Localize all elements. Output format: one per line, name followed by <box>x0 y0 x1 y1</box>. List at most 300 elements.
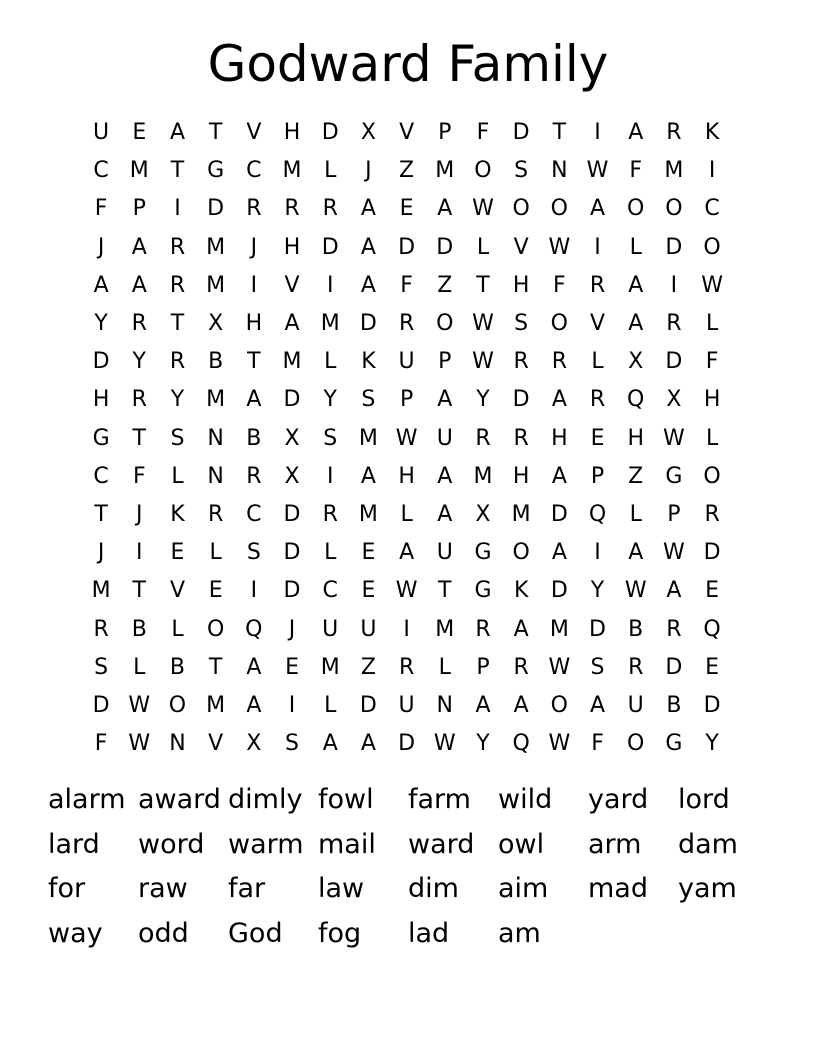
grid-letter: L <box>438 654 451 680</box>
word-list-item: warm <box>228 828 304 860</box>
grid-letter: C <box>246 501 262 527</box>
grid-letter: K <box>513 578 529 604</box>
grid-letter: Y <box>170 387 185 413</box>
grid-letter: V <box>590 311 606 337</box>
grid-letter: O <box>206 616 225 642</box>
grid-letter: X <box>208 311 224 337</box>
grid-letter: A <box>93 272 109 298</box>
grid-letter: C <box>93 158 109 184</box>
grid-letter: O <box>512 540 530 566</box>
grid-letter: O <box>703 234 721 260</box>
grid-letter: I <box>708 158 716 184</box>
grid-letter: D <box>359 311 377 337</box>
grid-letter: X <box>284 425 300 451</box>
grid-letter: B <box>131 616 147 642</box>
puzzle-title: Godward Family <box>207 35 609 93</box>
grid-letter: I <box>326 463 334 489</box>
grid-letter: V <box>399 120 415 146</box>
grid-letter: I <box>594 120 601 146</box>
grid-letter: R <box>398 654 415 680</box>
grid-letter: F <box>705 349 719 375</box>
grid-letter: D <box>321 234 339 260</box>
grid-letter: M <box>282 158 302 184</box>
grid-letter: G <box>207 158 225 184</box>
grid-letter: M <box>206 234 226 260</box>
grid-letter: A <box>399 540 415 566</box>
grid-letter: C <box>704 196 720 222</box>
grid-letter: M <box>358 501 378 527</box>
grid-letter: G <box>665 731 683 757</box>
word-list-item: dam <box>678 828 738 860</box>
word-list-item: word <box>138 828 205 860</box>
grid-letter: A <box>246 654 262 680</box>
grid-letter: Q <box>245 616 263 642</box>
grid-row <box>82 496 734 534</box>
grid-row <box>82 649 734 687</box>
grid-letter: L <box>171 616 184 642</box>
grid-letter: F <box>629 158 643 184</box>
grid-letter: A <box>360 272 376 298</box>
grid-row <box>82 420 734 458</box>
grid-letter: I <box>250 578 258 604</box>
word-list-item: way <box>48 917 103 949</box>
grid-letter: E <box>705 578 720 604</box>
grid-letter: E <box>208 578 223 604</box>
grid-letter: M <box>320 311 340 337</box>
grid-letter: U <box>436 425 453 451</box>
grid-row <box>82 534 734 572</box>
grid-letter: N <box>436 692 454 718</box>
grid-row <box>82 267 734 305</box>
grid-letter: A <box>513 692 529 718</box>
grid-letter: X <box>666 387 682 413</box>
grid-letter: W <box>128 731 151 757</box>
grid-letter: H <box>512 272 530 298</box>
grid-letter: B <box>208 349 224 375</box>
grid-letter: O <box>550 692 568 718</box>
grid-letter: S <box>590 654 605 680</box>
grid-letter: L <box>171 463 184 489</box>
grid-letter: W <box>548 234 571 260</box>
grid-row <box>82 725 734 763</box>
grid-letter: Z <box>437 272 453 298</box>
grid-letter: D <box>665 234 683 260</box>
grid-letter: X <box>246 731 262 757</box>
grid-letter: G <box>474 578 492 604</box>
word-list-item: law <box>318 873 365 904</box>
grid-letter: N <box>551 158 568 184</box>
grid-letter: F <box>94 731 108 757</box>
grid-letter: L <box>324 692 337 718</box>
grid-letter: R <box>322 196 338 222</box>
grid-letter: Z <box>628 463 644 489</box>
grid-letter: A <box>322 731 338 757</box>
grid-letter: R <box>666 616 682 642</box>
grid-letter: H <box>398 463 415 489</box>
grid-letter: D <box>512 387 530 413</box>
grid-letter: K <box>361 349 376 375</box>
grid-letter: R <box>169 272 186 298</box>
grid-letter: I <box>326 272 334 298</box>
grid-letter: E <box>361 578 376 604</box>
grid-letter: R <box>246 463 262 489</box>
grid-letter: K <box>704 120 720 146</box>
grid-letter: S <box>514 311 529 337</box>
grid-letter: Y <box>94 311 108 337</box>
grid-letter: R <box>513 654 529 680</box>
grid-letter: D <box>92 692 110 718</box>
grid-letter: L <box>591 349 604 375</box>
grid-letter: A <box>360 731 376 757</box>
grid-letter: W <box>395 425 418 451</box>
grid-letter: A <box>437 463 453 489</box>
grid-letter: G <box>665 463 683 489</box>
grid-letter: J <box>97 234 105 260</box>
grid-letter: U <box>360 616 377 642</box>
grid-letter: S <box>514 158 529 184</box>
grid-letter: V <box>246 120 262 146</box>
grid-letter: T <box>208 654 223 680</box>
grid-letter: D <box>436 234 454 260</box>
grid-letter: O <box>627 731 645 757</box>
grid-letter: B <box>628 616 644 642</box>
letter-grid <box>82 114 734 763</box>
grid-letter: U <box>398 349 415 375</box>
grid-letter: L <box>324 540 337 566</box>
grid-letter: A <box>284 311 300 337</box>
grid-letter: R <box>666 311 682 337</box>
grid-letter: E <box>399 196 414 222</box>
grid-letter: B <box>169 654 186 680</box>
word-list-item: fowl <box>318 784 374 815</box>
grid-letter: A <box>628 272 644 298</box>
grid-letter: H <box>703 387 721 413</box>
word-list-item: aim <box>498 873 549 904</box>
grid-letter: P <box>438 120 452 146</box>
grid-letter: S <box>246 540 261 566</box>
grid-letter: R <box>169 349 186 375</box>
grid-letter: F <box>132 463 146 489</box>
grid-row <box>82 114 734 152</box>
grid-letter: S <box>94 654 109 680</box>
grid-letter: A <box>437 387 453 413</box>
word-list-item: dimly <box>228 784 303 815</box>
grid-letter: S <box>285 731 300 757</box>
grid-letter: A <box>437 501 453 527</box>
grid-letter: R <box>208 501 224 527</box>
grid-letter: A <box>131 234 147 260</box>
grid-letter: N <box>207 425 224 451</box>
grid-letter: X <box>360 120 376 146</box>
grid-letter: S <box>323 425 338 451</box>
grid-letter: M <box>129 158 149 184</box>
grid-letter: L <box>400 501 413 527</box>
grid-letter: U <box>322 616 339 642</box>
grid-letter: N <box>169 731 186 757</box>
grid-letter: W <box>586 158 609 184</box>
grid-letter: H <box>551 425 568 451</box>
grid-letter: L <box>324 158 337 184</box>
word-list-item: yard <box>588 784 649 815</box>
grid-letter: V <box>284 272 300 298</box>
grid-letter: T <box>170 158 185 184</box>
grid-letter: Q <box>512 731 530 757</box>
grid-letter: O <box>665 196 683 222</box>
grid-letter: A <box>360 234 376 260</box>
grid-letter: D <box>359 692 377 718</box>
grid-letter: W <box>548 654 571 680</box>
grid-letter: Y <box>590 578 605 604</box>
grid-letter: D <box>589 616 606 642</box>
word-list-item: mail <box>318 828 376 860</box>
grid-letter: D <box>398 234 416 260</box>
grid-row <box>82 610 734 648</box>
grid-letter: A <box>628 311 644 337</box>
grid-letter: O <box>512 196 530 222</box>
grid-letter: J <box>250 234 258 260</box>
grid-letter: D <box>398 731 416 757</box>
grid-row <box>82 687 734 725</box>
grid-letter: R <box>246 196 262 222</box>
grid-letter: D <box>283 578 301 604</box>
grid-letter: H <box>283 120 301 146</box>
word-list-item: arm <box>588 828 642 860</box>
grid-letter: R <box>398 311 415 337</box>
grid-letter: D <box>92 349 110 375</box>
grid-letter: U <box>398 692 415 718</box>
grid-letter: M <box>549 616 569 642</box>
grid-letter: Q <box>627 387 645 413</box>
grid-letter: Z <box>399 158 415 184</box>
word-list-item: far <box>228 873 266 904</box>
grid-letter: D <box>207 196 225 222</box>
word-list-item: wild <box>498 784 553 815</box>
grid-letter: L <box>133 654 146 680</box>
grid-letter: D <box>283 387 301 413</box>
grid-letter: U <box>627 692 644 718</box>
grid-letter: L <box>629 501 642 527</box>
grid-letter: P <box>399 387 414 413</box>
grid-letter: E <box>285 654 299 680</box>
grid-letter: E <box>170 540 185 566</box>
grid-letter: D <box>550 501 568 527</box>
grid-letter: D <box>512 120 530 146</box>
grid-letter: A <box>131 272 147 298</box>
grid-letter: I <box>594 540 601 566</box>
grid-letter: A <box>513 616 529 642</box>
grid-letter: A <box>666 578 682 604</box>
grid-letter: M <box>435 158 455 184</box>
grid-letter: R <box>131 387 147 413</box>
grid-letter: T <box>438 578 452 604</box>
grid-letter: Z <box>360 654 376 680</box>
grid-letter: F <box>94 196 108 222</box>
grid-letter: W <box>472 196 494 222</box>
grid-row <box>82 305 734 343</box>
grid-letter: T <box>247 349 261 375</box>
grid-letter: U <box>93 120 110 146</box>
word-list-item: God <box>228 917 283 949</box>
grid-letter: L <box>476 234 490 260</box>
grid-letter: T <box>208 120 223 146</box>
grid-letter: M <box>206 272 226 298</box>
grid-letter: L <box>324 349 337 375</box>
grid-letter: O <box>627 196 645 222</box>
grid-letter: Y <box>132 349 146 375</box>
grid-letter: I <box>174 196 181 222</box>
word-list-item: yam <box>678 873 737 904</box>
grid-letter: R <box>551 349 567 375</box>
grid-letter: W <box>433 731 456 757</box>
grid-row <box>82 458 734 496</box>
grid-letter: J <box>97 540 105 566</box>
grid-letter: Y <box>476 387 490 413</box>
grid-letter: W <box>128 692 151 718</box>
grid-letter: A <box>437 196 453 222</box>
grid-letter: R <box>704 501 720 527</box>
grid-letter: G <box>474 540 492 566</box>
grid-letter: A <box>246 692 262 718</box>
grid-letter: R <box>666 120 682 146</box>
grid-letter: F <box>476 120 490 146</box>
grid-letter: D <box>283 540 301 566</box>
grid-letter: A <box>169 120 185 146</box>
grid-letter: A <box>628 540 644 566</box>
word-list-item: ward <box>408 828 475 860</box>
grid-letter: H <box>245 311 263 337</box>
grid-row <box>82 381 734 419</box>
grid-letter: A <box>551 387 567 413</box>
grid-letter: N <box>207 463 224 489</box>
grid-letter: E <box>132 120 147 146</box>
grid-letter: P <box>590 463 605 489</box>
grid-letter: D <box>321 120 339 146</box>
grid-letter: A <box>590 196 606 222</box>
grid-letter: O <box>168 692 187 718</box>
grid-row <box>82 572 734 610</box>
grid-letter: I <box>136 540 143 566</box>
grid-letter: R <box>513 425 529 451</box>
grid-letter: M <box>664 158 684 184</box>
grid-letter: H <box>627 425 644 451</box>
grid-letter: W <box>395 578 418 604</box>
grid-letter: R <box>589 272 606 298</box>
grid-letter: O <box>703 463 721 489</box>
word-list-item: lard <box>48 828 100 860</box>
grid-letter: W <box>663 540 685 566</box>
grid-letter: V <box>513 234 529 260</box>
grid-letter: B <box>246 425 262 451</box>
grid-letter: O <box>550 311 568 337</box>
grid-letter: O <box>436 311 454 337</box>
grid-letter: L <box>705 311 719 337</box>
grid-letter: R <box>589 387 606 413</box>
grid-letter: M <box>206 387 226 413</box>
grid-letter: R <box>131 311 147 337</box>
grid-letter: U <box>436 540 453 566</box>
grid-letter: F <box>400 272 413 298</box>
word-list-item: raw <box>138 873 188 904</box>
word-list-item: award <box>138 784 221 815</box>
grid-letter: W <box>548 731 571 757</box>
grid-letter: T <box>170 311 185 337</box>
word-list-item: am <box>498 917 541 949</box>
grid-letter: M <box>206 692 226 718</box>
grid-letter: M <box>91 578 111 604</box>
grid-letter: W <box>472 311 494 337</box>
word-list-item: odd <box>138 917 189 949</box>
grid-letter: R <box>93 616 109 642</box>
word-list-item: lord <box>678 784 730 815</box>
grid-letter: R <box>628 654 644 680</box>
grid-letter: K <box>170 501 185 527</box>
grid-letter: P <box>438 349 452 375</box>
grid-letter: W <box>663 425 685 451</box>
grid-letter: R <box>475 616 491 642</box>
grid-letter: H <box>283 234 301 260</box>
grid-row <box>82 190 734 228</box>
grid-letter: Q <box>703 616 721 642</box>
grid-letter: E <box>705 654 720 680</box>
word-list-item: mad <box>588 873 648 904</box>
grid-letter: P <box>132 196 146 222</box>
grid-letter: R <box>513 349 529 375</box>
grid-letter: L <box>705 425 719 451</box>
grid-letter: I <box>288 692 296 718</box>
grid-letter: M <box>320 654 340 680</box>
grid-letter: S <box>170 425 185 451</box>
grid-letter: I <box>670 272 678 298</box>
grid-row <box>82 343 734 381</box>
grid-letter: O <box>550 196 568 222</box>
grid-letter: M <box>511 501 531 527</box>
grid-letter: T <box>94 501 108 527</box>
grid-letter: E <box>590 425 605 451</box>
grid-letter: R <box>322 501 338 527</box>
grid-letter: D <box>665 349 683 375</box>
grid-letter: J <box>136 501 143 527</box>
grid-letter: L <box>209 540 222 566</box>
grid-letter: P <box>667 501 681 527</box>
grid-letter: C <box>322 578 338 604</box>
grid-letter: T <box>132 425 146 451</box>
grid-letter: Q <box>588 501 607 527</box>
word-list-item: fog <box>318 917 362 949</box>
grid-letter: D <box>703 540 721 566</box>
grid-letter: J <box>365 158 372 184</box>
grid-letter: T <box>552 120 567 146</box>
grid-letter: I <box>403 616 410 642</box>
grid-letter: A <box>628 120 644 146</box>
word-list-item: lad <box>408 917 450 949</box>
grid-letter: J <box>288 616 296 642</box>
grid-row <box>82 229 734 267</box>
word-list-item: dim <box>408 873 459 904</box>
grid-letter: L <box>629 234 642 260</box>
grid-letter: A <box>360 463 376 489</box>
grid-letter: A <box>551 540 567 566</box>
grid-letter: O <box>474 158 492 184</box>
grid-letter: T <box>132 578 146 604</box>
word-list-item: alarm <box>48 784 126 815</box>
grid-letter: M <box>282 349 302 375</box>
grid-letter: R <box>475 425 491 451</box>
grid-letter: D <box>283 501 301 527</box>
grid-letter: X <box>284 463 300 489</box>
grid-letter: T <box>476 272 490 298</box>
grid-letter: H <box>512 463 530 489</box>
grid-letter: M <box>473 463 493 489</box>
